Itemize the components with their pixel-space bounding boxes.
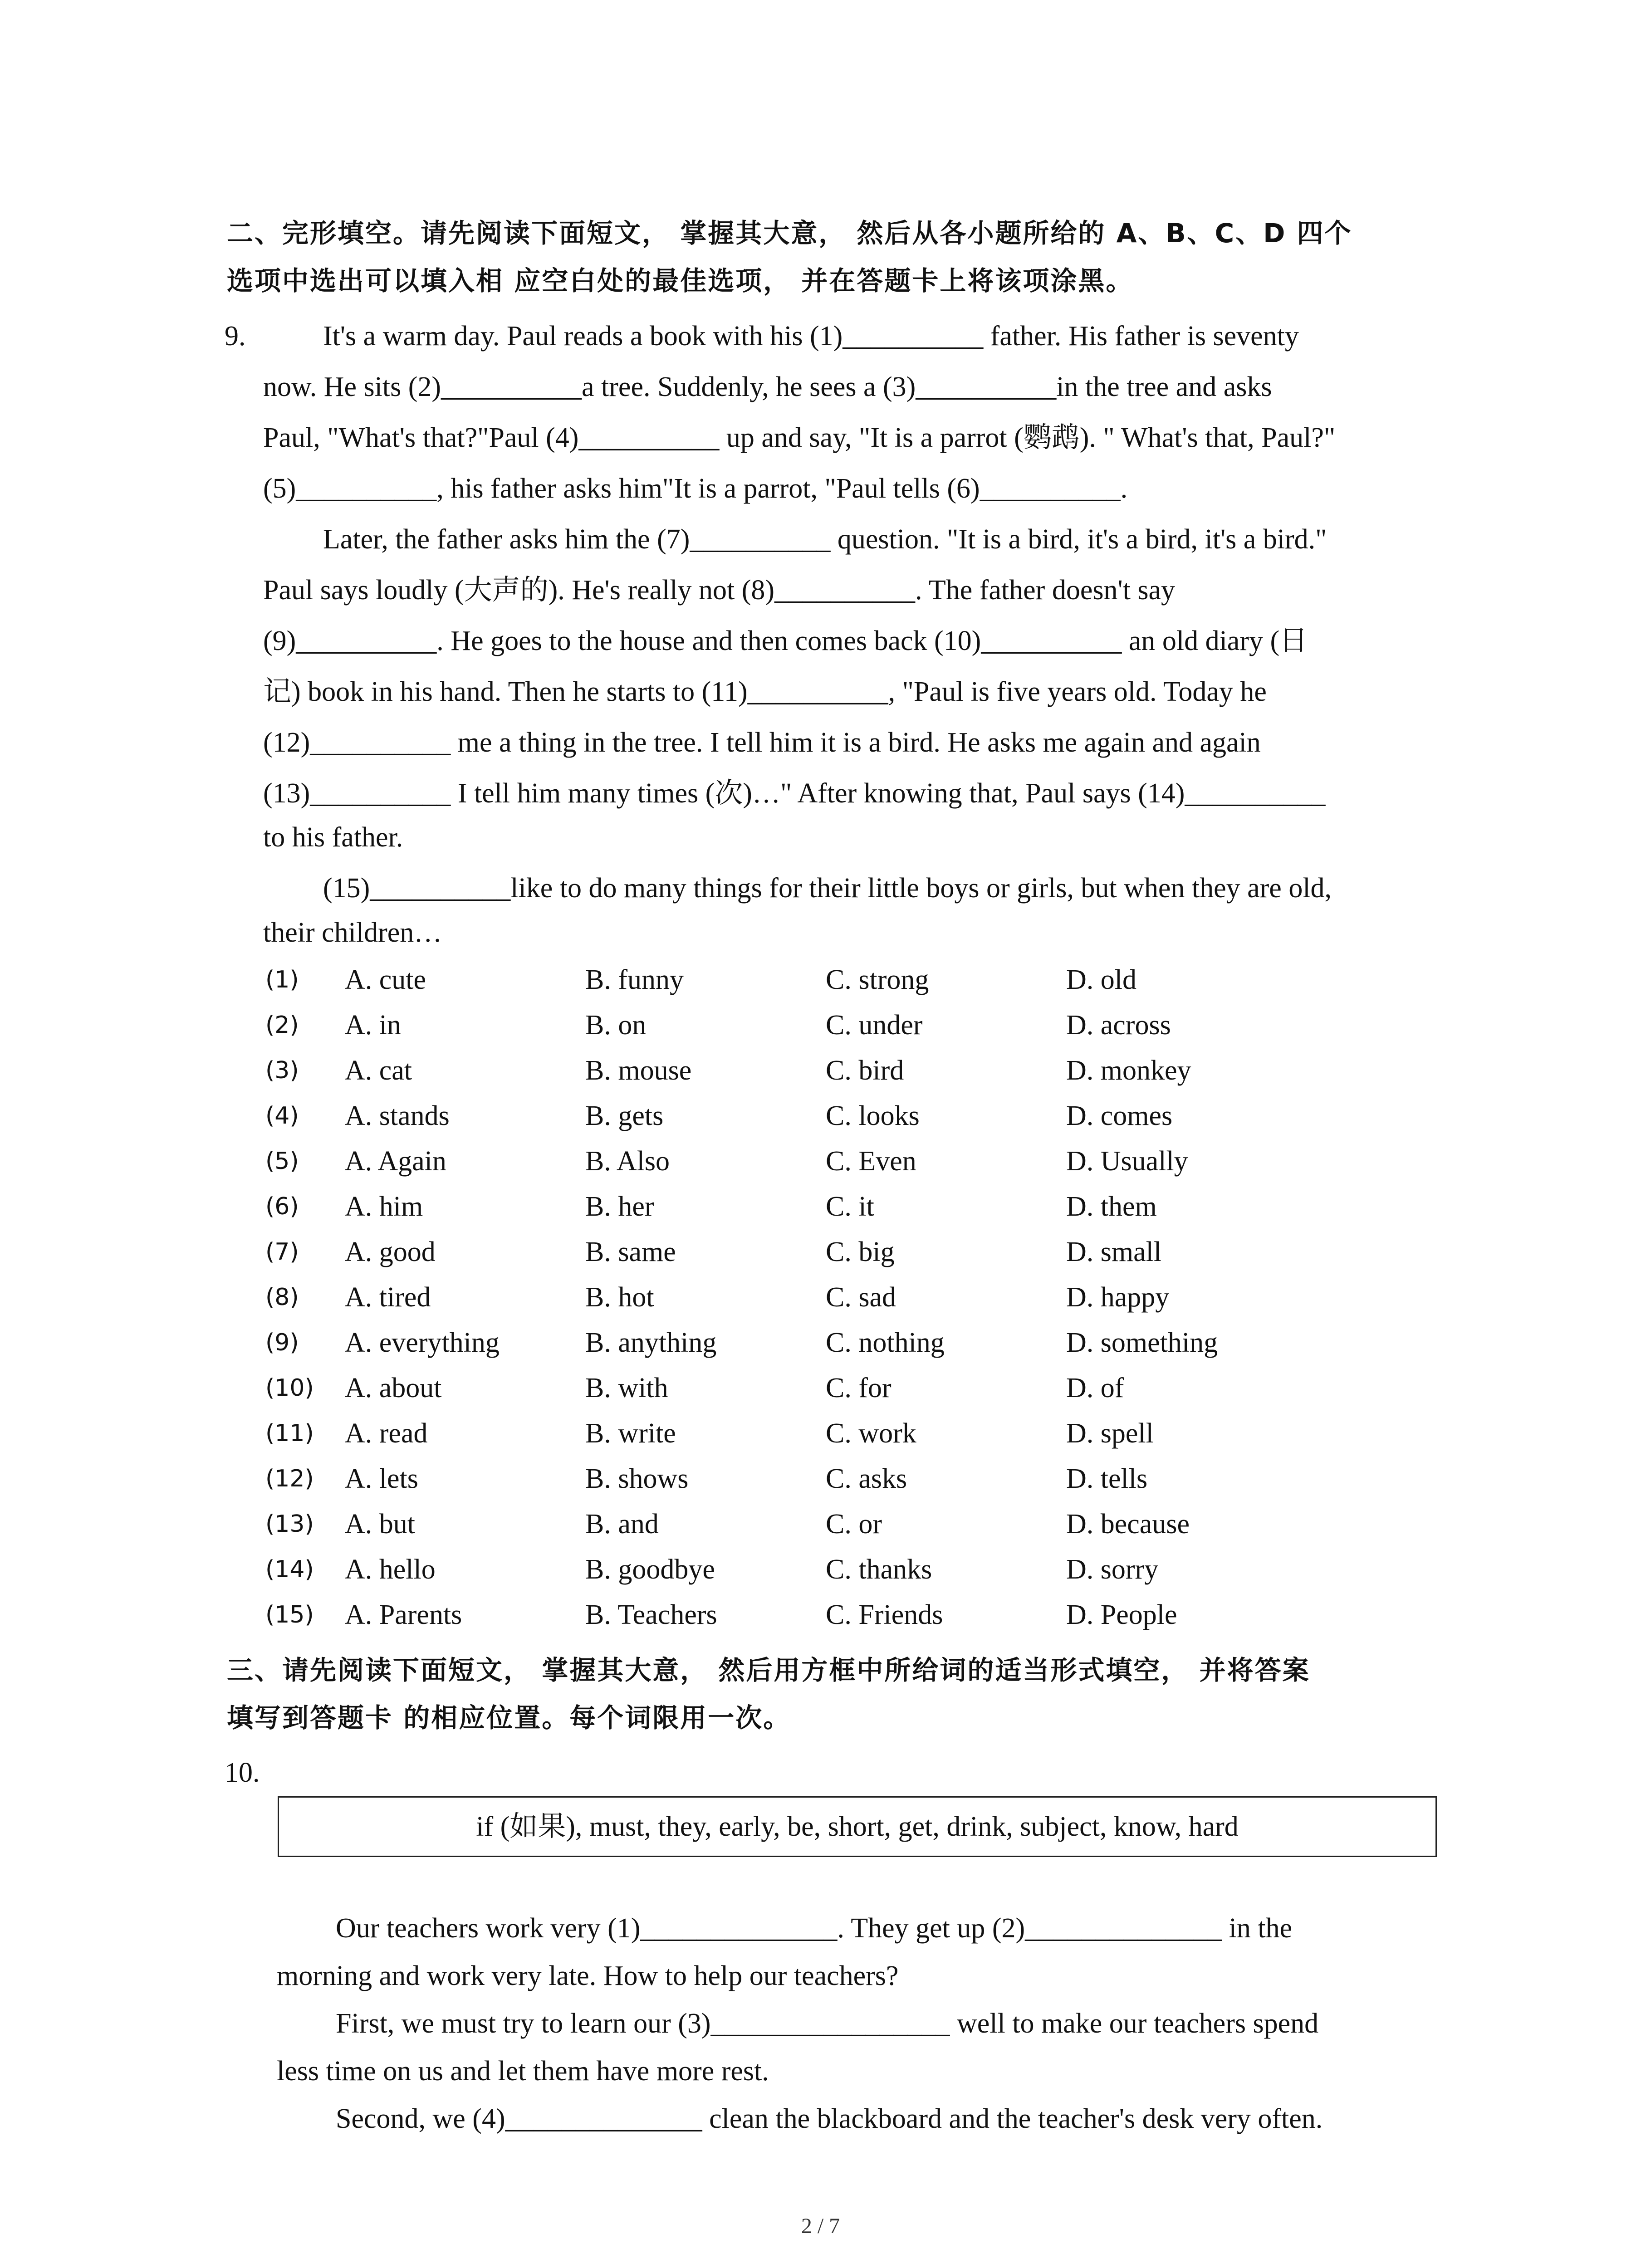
option-b[interactable]: B. with [585, 1373, 668, 1403]
option-row [265, 1547, 1309, 1592]
option-b[interactable]: B. and [585, 1509, 659, 1540]
option-number: (10) [265, 1374, 314, 1402]
option-row [265, 1501, 1309, 1547]
passage-line: (9)__________. He goes to the house and then comes back (10)__________ an old diary (日 [263, 626, 1308, 656]
option-c[interactable]: C. work [826, 1418, 916, 1449]
option-a[interactable]: A. good [345, 1237, 436, 1267]
option-c[interactable]: C. looks [826, 1100, 920, 1131]
option-row [265, 1365, 1309, 1411]
option-a[interactable]: A. hello [345, 1554, 436, 1585]
option-b[interactable]: B. shows [585, 1463, 689, 1494]
option-d[interactable]: D. tells [1066, 1463, 1148, 1494]
option-d[interactable]: D. Usually [1066, 1146, 1188, 1177]
option-a[interactable]: A. lets [345, 1463, 418, 1494]
option-row [265, 1184, 1309, 1229]
option-number: (4) [265, 1102, 299, 1129]
passage-line: now. He sits (2)__________a tree. Suddenly, he sees a (3)__________in the tree and asks [263, 371, 1272, 402]
option-row [265, 1320, 1309, 1365]
option-a[interactable]: A. stands [345, 1100, 450, 1131]
option-a[interactable]: A. everything [345, 1327, 500, 1358]
option-b[interactable]: B. goodbye [585, 1554, 715, 1585]
option-number: (8) [265, 1284, 299, 1311]
option-c[interactable]: C. for [826, 1373, 892, 1403]
option-number: (13) [265, 1510, 314, 1538]
option-b[interactable]: B. write [585, 1418, 676, 1449]
option-b[interactable]: B. funny [585, 964, 684, 995]
option-number: (5) [265, 1148, 299, 1175]
passage-line: Our teachers work very (1)______________. They get up (2)______________ in the [336, 1913, 1293, 1944]
option-d[interactable]: D. small [1066, 1237, 1162, 1267]
option-a[interactable]: A. tired [345, 1282, 431, 1313]
option-number: (15) [265, 1601, 314, 1628]
option-d[interactable]: D. spell [1066, 1418, 1154, 1449]
option-b[interactable]: B. anything [585, 1327, 717, 1358]
option-c[interactable]: C. or [826, 1509, 882, 1540]
option-b[interactable]: B. gets [585, 1100, 664, 1131]
option-row [265, 1229, 1309, 1275]
option-b[interactable]: B. same [585, 1237, 676, 1267]
passage-line: (13)__________ I tell him many times (次)…" After knowing that, Paul says (14)__________ [263, 778, 1326, 809]
option-d[interactable]: D. because [1066, 1509, 1190, 1540]
option-c[interactable]: C. under [826, 1010, 923, 1041]
option-c[interactable]: C. big [826, 1237, 895, 1267]
option-d[interactable]: D. old [1066, 964, 1136, 995]
option-d[interactable]: D. happy [1066, 1282, 1170, 1313]
option-number: (12) [265, 1465, 314, 1492]
option-row [265, 1456, 1309, 1501]
option-a[interactable]: A. read [345, 1418, 428, 1449]
option-b[interactable]: B. Teachers [585, 1599, 717, 1630]
option-b[interactable]: B. mouse [585, 1055, 692, 1086]
passage-line: morning and work very late. How to help our teachers? [277, 1960, 899, 1991]
option-d[interactable]: D. something [1066, 1327, 1218, 1358]
option-row [265, 1093, 1309, 1139]
passage-line: (15)__________like to do many things for their little boys or girls, but when they are old, [323, 873, 1332, 904]
option-number: (3) [265, 1057, 299, 1084]
option-b[interactable]: B. her [585, 1191, 654, 1222]
option-number: (1) [265, 966, 299, 993]
passage-line: Later, the father asks him the (7)__________ question. "It is a bird, it's a bird, it's a bird." [323, 524, 1327, 555]
passage-line: to his father. [263, 822, 403, 853]
option-a[interactable]: A. but [345, 1509, 415, 1540]
option-c[interactable]: C. thanks [826, 1554, 932, 1585]
passage-line: Second, we (4)______________ clean the blackboard and the teacher's desk very often. [336, 2103, 1323, 2134]
question-number: 10. [225, 1757, 260, 1788]
option-c[interactable]: C. nothing [826, 1327, 945, 1358]
option-number: (6) [265, 1193, 299, 1220]
option-c[interactable]: C. Friends [826, 1599, 943, 1630]
option-row [265, 1139, 1309, 1184]
option-a[interactable]: A. about [345, 1373, 442, 1403]
passage-line: (12)__________ me a thing in the tree. I tell him it is a bird. He asks me again and again [263, 727, 1261, 758]
passage-line: (5)__________, his father asks him"It is a parrot, "Paul tells (6)__________. [263, 473, 1128, 504]
option-number: (14) [265, 1556, 314, 1583]
word-box: if (如果), must, they, early, be, short, get, drink, subject, know, hard [278, 1796, 1437, 1857]
option-b[interactable]: B. Also [585, 1146, 670, 1177]
section3-title-line2: 填写到答题卡 的相应位置。每个词限用一次。 [227, 1702, 791, 1733]
option-number: (11) [265, 1420, 314, 1447]
option-a[interactable]: A. cute [345, 964, 426, 995]
page-number: 2 / 7 [801, 2214, 840, 2238]
option-c[interactable]: C. bird [826, 1055, 904, 1086]
option-row [265, 1592, 1309, 1637]
section3-title-line1: 三、请先阅读下面短文， 掌握其大意， 然后用方框中所给词的适当形式填空， 并将答案 [227, 1655, 1310, 1686]
option-a[interactable]: A. cat [345, 1055, 412, 1086]
option-d[interactable]: D. People [1066, 1599, 1177, 1630]
option-c[interactable]: C. strong [826, 964, 929, 995]
passage-line: Paul says loudly (大声的). He's really not (8)__________. The father doesn't say [263, 575, 1176, 606]
passage-line: Paul, "What's that?"Paul (4)__________ up and say, "It is a parrot (鹦鹉). " What's that, Paul?" [263, 422, 1336, 453]
option-c[interactable]: C. Even [826, 1146, 916, 1177]
option-d[interactable]: D. of [1066, 1373, 1124, 1403]
option-a[interactable]: A. him [345, 1191, 423, 1222]
passage-line: less time on us and let them have more rest. [277, 2056, 769, 2087]
option-row [265, 1002, 1309, 1048]
option-b[interactable]: B. hot [585, 1282, 654, 1313]
passage-line: First, we must try to learn our (3)_________________ well to make our teachers spend [336, 2008, 1319, 2039]
option-c[interactable]: C. sad [826, 1282, 896, 1313]
option-number: (2) [265, 1012, 299, 1039]
option-a[interactable]: A. Parents [345, 1599, 462, 1630]
option-d[interactable]: D. monkey [1066, 1055, 1191, 1086]
option-a[interactable]: A. Again [345, 1146, 446, 1177]
option-d[interactable]: D. across [1066, 1010, 1171, 1041]
option-number: (9) [265, 1329, 299, 1356]
option-d[interactable]: D. them [1066, 1191, 1157, 1222]
option-row [265, 1048, 1309, 1093]
option-a[interactable]: A. in [345, 1010, 401, 1041]
section2-title-line1: 二、完形填空。请先阅读下面短文， 掌握其大意， 然后从各小题所给的 A、B、C、D 四个 [227, 218, 1352, 249]
option-number: (7) [265, 1238, 299, 1266]
passage-line: 记) book in his hand. Then he starts to (11)__________, "Paul is five years old. Today he [263, 676, 1267, 707]
section2-title-line2: 选项中选出可以填入相 应空白处的最佳选项， 并在答题卡上将该项涂黑。 [227, 265, 1134, 296]
option-b[interactable]: B. on [585, 1010, 647, 1041]
option-c[interactable]: C. asks [826, 1463, 907, 1494]
passage-line: their children… [263, 917, 442, 948]
option-c[interactable]: C. it [826, 1191, 874, 1222]
option-row [265, 957, 1309, 1002]
option-d[interactable]: D. sorry [1066, 1554, 1159, 1585]
option-d[interactable]: D. comes [1066, 1100, 1173, 1131]
option-row [265, 1275, 1309, 1320]
question-number: 9. [225, 321, 246, 352]
passage-line: It's a warm day. Paul reads a book with his (1)__________ father. His father is seventy [323, 321, 1299, 352]
option-row [265, 1411, 1309, 1456]
